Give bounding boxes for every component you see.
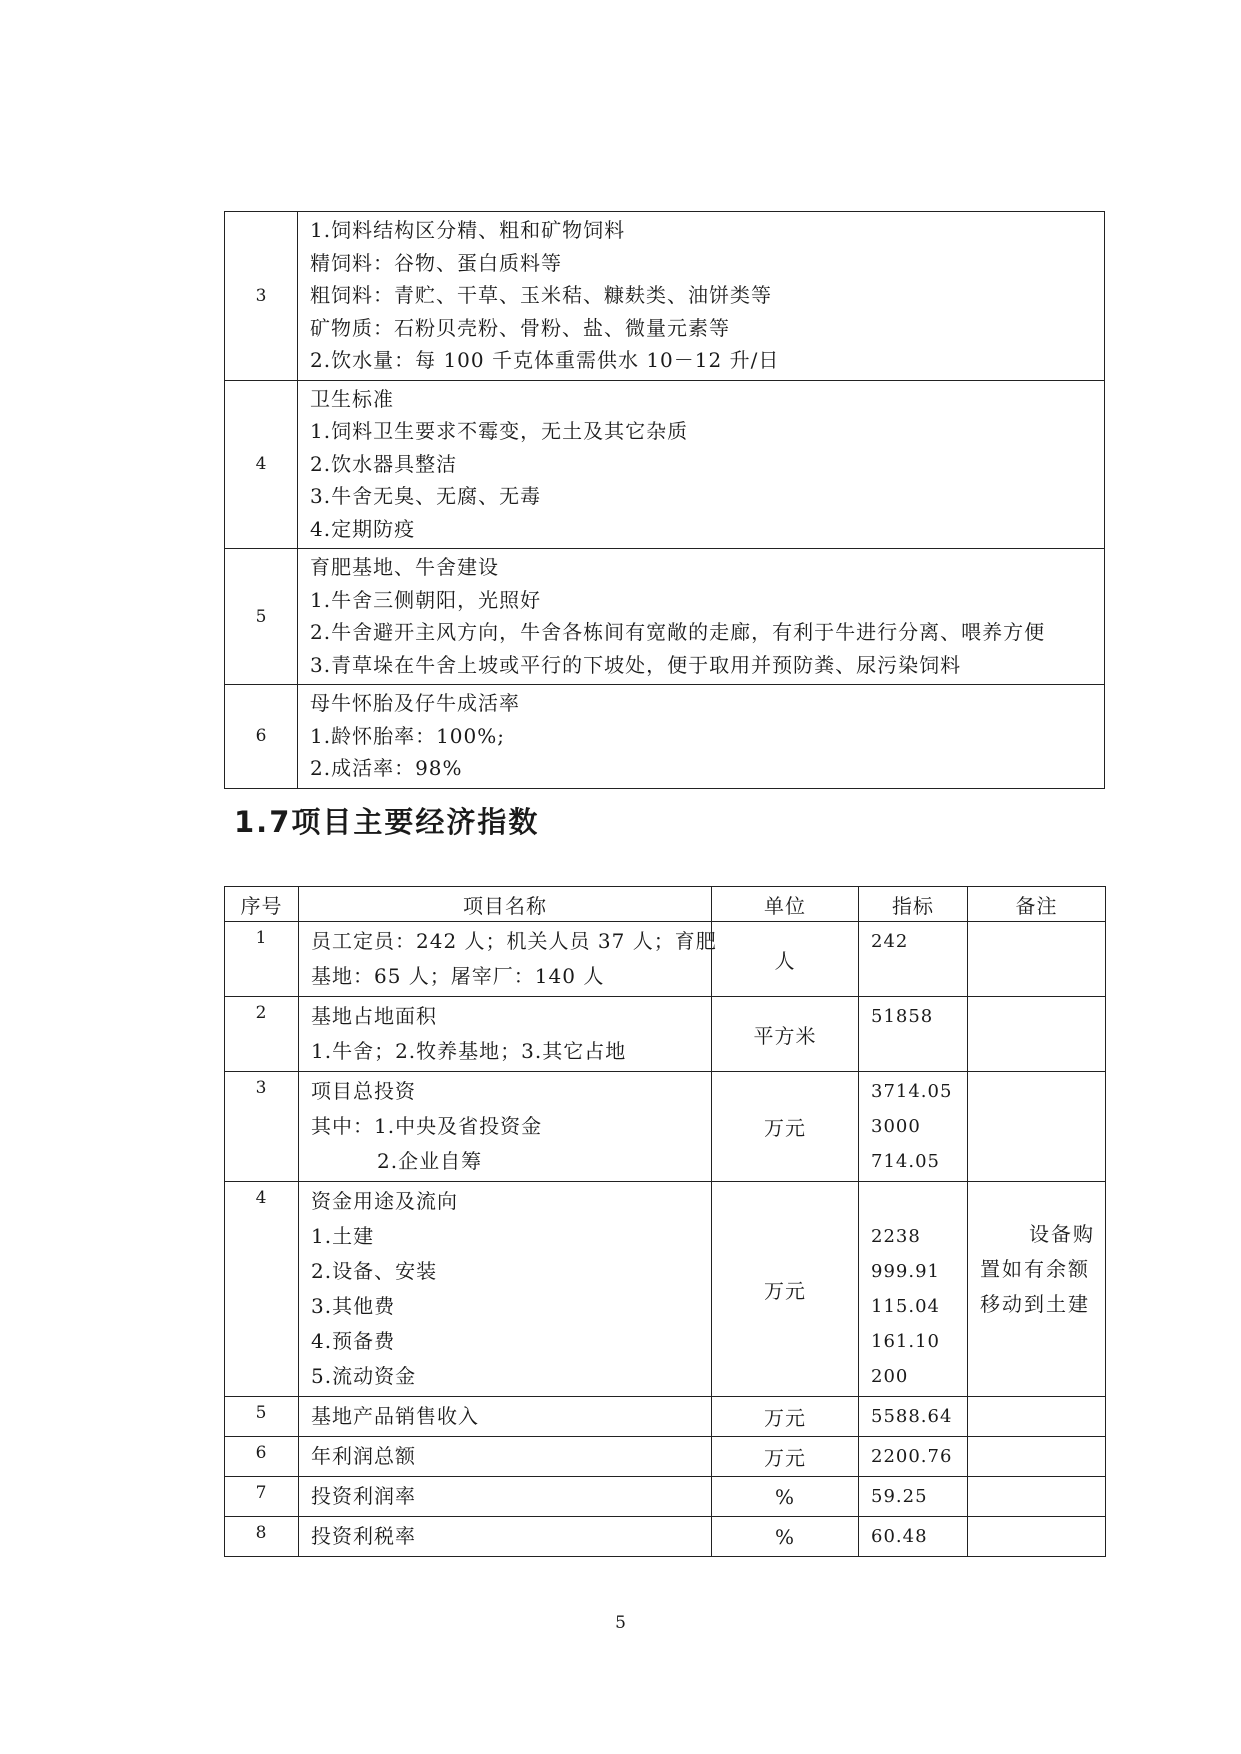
text-line: 2238 [871,1226,921,1247]
remark [968,1072,1106,1182]
text-line: 2200.76 [871,1446,953,1467]
text-line: 1.龄怀胎率：100%; [310,723,505,748]
text-line: 161.10 [871,1331,940,1352]
item-name [299,1437,712,1477]
text-line: 1.土建 [311,1224,375,1248]
row-number: 4 [225,380,298,549]
text-line: 投资利润率 [311,1484,416,1508]
text-line: 3000 [871,1116,921,1137]
table-row [225,1517,1106,1557]
remark [968,1397,1106,1437]
item-name [299,1072,712,1182]
table-row [225,1397,1106,1437]
index-value [859,1397,968,1437]
row-content [298,380,1105,549]
text-line: 3.牛舍无臭、无腐、无毒 [310,484,542,508]
row-number: 1 [225,922,299,997]
text-line: 3714.05 [871,1081,953,1102]
table-row [225,380,1105,549]
unit: % [712,1477,859,1517]
header-unit: 单位 [712,887,859,922]
row-number: 4 [225,1182,299,1397]
text-line: 矿物质：石粉贝壳粉、骨粉、盐、微量元素等 [310,315,730,340]
item-name [299,922,717,997]
table-row [225,997,1106,1072]
remark [968,1517,1106,1557]
text-line: 2.牛舍避开主风方向，牛舍各栋间有宽敞的走廊，有利于牛进行分离、喂养方便 [310,620,1046,644]
text-line: 3.其他费 [311,1294,396,1318]
row-number: 3 [225,1072,299,1182]
text-line: 2.成活率：98% [310,756,463,780]
index-value [859,997,968,1072]
row-content [298,685,1105,789]
table-row [225,685,1105,789]
text-line: 置如有余额 [980,1257,1090,1281]
unit: 万元 [712,1072,859,1182]
header-index: 指标 [859,887,968,922]
row-number: 8 [225,1517,299,1557]
table-row [225,549,1105,685]
text-line: 60.48 [871,1526,928,1547]
remark [968,1477,1106,1517]
row-number: 6 [225,685,298,789]
text-line: 育肥基地、牛舍建设 [310,555,499,579]
text-line: 基地：65 人；屠宰厂：140 人 [311,964,605,988]
text-line: 4.预备费 [311,1329,396,1353]
table-row [225,1477,1106,1517]
row-number: 6 [225,1437,299,1477]
text-line: 卫生标准 [310,386,394,411]
page-number: 5 [615,1613,626,1633]
row-number: 7 [225,1477,299,1517]
text-line: 精饲料：谷物、蛋白质料等 [310,250,562,275]
text-line: 5588.64 [871,1406,953,1427]
row-content [298,549,1105,685]
index-value [859,1517,968,1557]
text-line: 2.饮水器具整洁 [310,451,458,476]
text-line: 5.流动资金 [311,1364,417,1388]
item-name [299,1397,712,1437]
unit: 人 [712,922,859,997]
unit: 平方米 [712,997,859,1072]
text-line: 1.饲料卫生要求不霉变，无土及其它杂质 [310,419,689,443]
text-line: 其中：1.中央及省投资金 [311,1114,543,1138]
text-line: 基地占地面积 [311,1004,437,1028]
table-header-row [225,887,1106,922]
unit: 万元 [712,1182,859,1397]
text-line: 2.企业自筹 [377,1149,483,1173]
header-seq: 序号 [225,887,299,922]
text-line: 4.定期防疫 [310,516,416,541]
text-line: 3.青草垛在牛舍上坡或平行的下坡处，便于取用并预防粪、尿污染饲料 [310,652,962,677]
text-line [871,1184,967,1219]
text-line: 年利润总额 [311,1444,416,1468]
section-heading: 1.7项目主要经济指数 [234,805,540,839]
text-line: 资金用途及流向 [311,1189,458,1213]
row-number: 5 [225,1397,299,1437]
text-line: 714.05 [871,1151,940,1172]
text-line: 2.设备、安装 [311,1259,438,1283]
text-line: 1.牛舍；2.牧养基地；3.其它占地 [311,1039,627,1063]
remark [968,922,1106,997]
item-name [299,1517,712,1557]
text-line: 242 [871,931,909,952]
index-value [859,922,968,997]
header-item-name: 项目名称 [299,887,712,922]
table-row [225,922,1106,997]
remark [968,1182,1106,1397]
remark [968,1437,1106,1477]
text-line: 粗饲料：青贮、干草、玉米秸、糠麸类、油饼类等 [310,283,772,307]
item-name [299,1477,712,1517]
economic-indicators-table [224,886,1106,1557]
text-line: 基地产品销售收入 [311,1404,479,1428]
row-content [298,212,1105,381]
text-line: 员工定员：242 人；机关人员 37 人；育肥 [311,929,717,953]
text-line: 1.饲料结构区分精、粗和矿物饲料 [310,218,626,242]
text-line: 59.25 [871,1486,928,1507]
index-value [859,1182,968,1397]
item-name [299,1182,712,1397]
text-line: 2.饮水量：每 100 千克体重需供水 10－12 升/日 [310,348,780,372]
unit: 万元 [712,1397,859,1437]
table-row [225,1437,1106,1477]
table-row [225,1072,1106,1182]
text-line: 999.91 [871,1261,940,1282]
remark [968,997,1106,1072]
table-row [225,1182,1106,1397]
row-number: 5 [225,549,298,685]
index-value [859,1477,968,1517]
header-remark: 备注 [968,887,1106,922]
index-value [859,1072,968,1182]
text-line: 1.牛舍三侧朝阳，光照好 [310,587,542,612]
unit: 万元 [712,1437,859,1477]
text-line: 母牛怀胎及仔牛成活率 [310,691,520,715]
text-line [980,1182,1095,1217]
row-number: 2 [225,997,299,1072]
text-line: 项目总投资 [311,1079,416,1103]
text-line: 200 [871,1366,909,1387]
unit: % [712,1517,859,1557]
text-line: 115.04 [871,1296,940,1317]
text-line: 设备购 [1029,1222,1095,1246]
livestock-standards-table [224,211,1105,789]
index-value [859,1437,968,1477]
text-line: 51858 [871,1006,934,1027]
text-line: 移动到土建 [980,1292,1090,1316]
table-row [225,212,1105,381]
text-line: 投资利税率 [311,1524,416,1548]
row-number: 3 [225,212,298,381]
item-name [299,997,712,1072]
